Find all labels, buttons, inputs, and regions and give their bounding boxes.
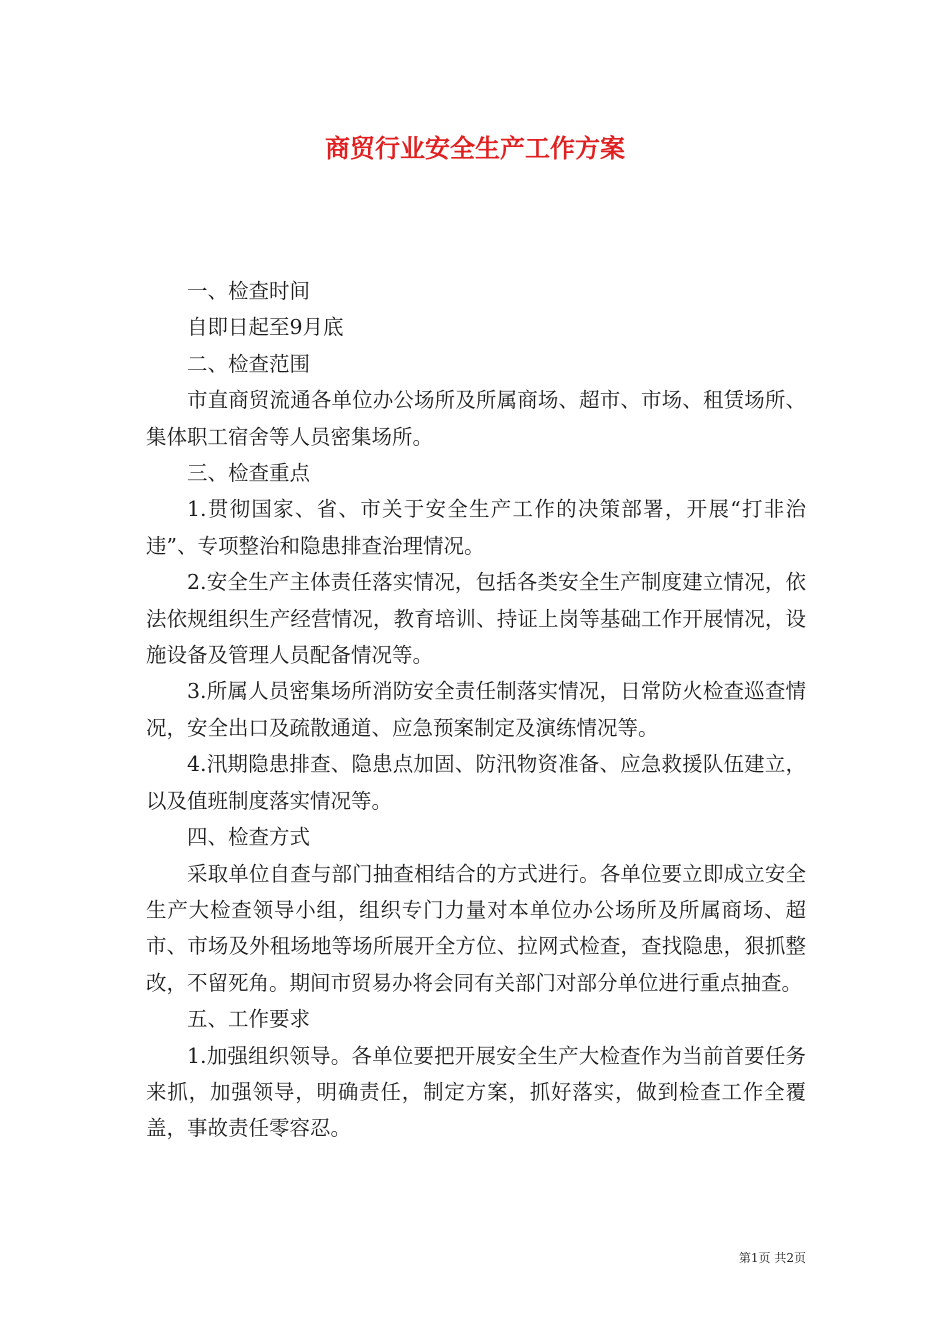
section-heading-method: 四、检查方式: [187, 825, 310, 850]
paragraph: 1.加强组织领导。各单位要把开展安全生产大检查作为当前首要任务来抓，加强领导，明确责任，制定方案，抓好落实，做到检查工作全覆盖，事故责任零容忍。: [146, 1043, 806, 1141]
paragraph: 采取单位自查与部门抽查相结合的方式进行。各单位要立即成立安全生产大检查领导小组，组织专门力量对本单位办公场所及所属商场、超市、市场及外租场地等场所展开全方位、拉网式检查，查找隐患，狠抓整改，不留死角。期间市贸易办将会同有关部门对部分单位进行重点抽查。: [146, 861, 806, 995]
section-heading-focus: 三、检查重点: [187, 461, 310, 486]
section-heading-requirements: 五、工作要求: [187, 1007, 310, 1032]
paragraph: 4.汛期隐患排查、隐患点加固、防汛物资准备、应急救援队伍建立，以及值班制度落实情况等。: [146, 752, 806, 813]
page-number-footer: 第1页 共2页: [738, 1251, 806, 1265]
document-body: [146, 273, 806, 1147]
section-heading-scope: 二、检查范围: [187, 351, 310, 376]
document-title: 商贸行业安全生产工作方案: [324, 134, 625, 163]
paragraph: 2.安全生产主体责任落实情况，包括各类安全生产制度建立情况，依法依规组织生产经营情况，教育培训、持证上岗等基础工作开展情况，设施设备及管理人员配备情况等。: [146, 570, 806, 668]
paragraph: 3.所属人员密集场所消防安全责任制落实情况，日常防火检查巡查情况，安全出口及疏散通道、应急预案制定及演练情况等。: [146, 679, 806, 740]
paragraph: 1.贯彻国家、省、市关于安全生产工作的决策部署，开展“打非治违”、专项整治和隐患排查治理情况。: [146, 497, 806, 558]
paragraph: 市直商贸流通各单位办公场所及所属商场、超市、市场、租赁场所、集体职工宿舍等人员密集场所。: [146, 388, 806, 449]
section-heading-time: 一、检查时间: [187, 279, 310, 303]
paragraph: 自即日起至9月底: [187, 315, 344, 340]
